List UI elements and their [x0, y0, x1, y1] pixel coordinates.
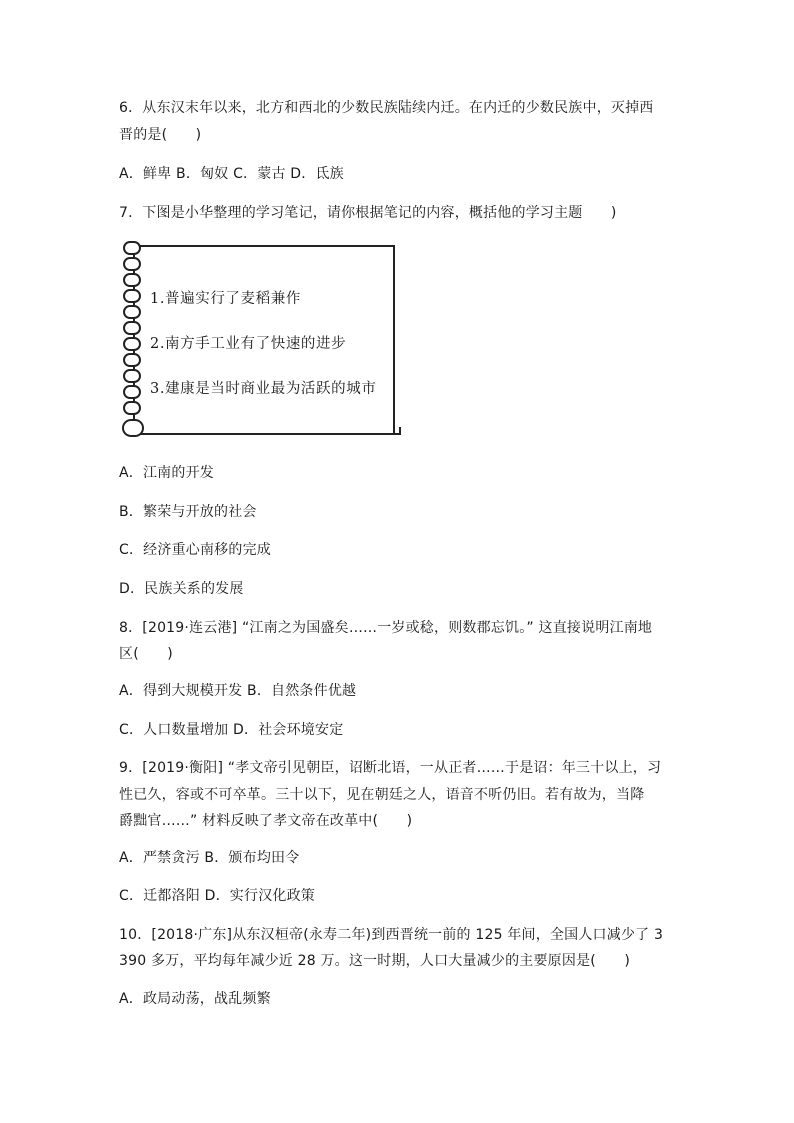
- q6-stem-line2: 晋的是( ): [119, 127, 202, 143]
- notebook-spiral-binding: [119, 237, 141, 439]
- q7-option-d: D．民族关系的发展: [119, 581, 244, 597]
- binding-ring-icon: [123, 337, 141, 351]
- q8-stem-line1: 8．[2019·连云港] “江南之为国盛矣……一岁或稔，则数郡忘饥。” 这直接说明江南地: [119, 620, 653, 636]
- binding-ring-icon: [123, 241, 141, 255]
- note-line-3: 3.建康是当时商业最为活跃的城市: [150, 381, 377, 397]
- q6-stem-line1: 6．从东汉末年以来，北方和西北的少数民族陆续内迁。在内迁的少数民族中，灭掉西: [119, 100, 654, 116]
- q8-stem-line2: 区( ): [119, 646, 173, 662]
- note-line-2: 2.南方手工业有了快速的进步: [150, 336, 347, 352]
- q6-options: A．鲜卑 B．匈奴 C．蒙古 D．氐族: [119, 166, 344, 182]
- q7-option-a: A．江南的开发: [119, 465, 214, 481]
- binding-ring-icon: [122, 419, 144, 437]
- binding-ring-icon: [123, 305, 141, 319]
- q10-option-a: A．政局动荡，战乱频繁: [119, 991, 271, 1007]
- q8-options-line1: A．得到大规模开发 B．自然条件优越: [119, 683, 357, 699]
- q7-option-c: C．经济重心南移的完成: [119, 542, 271, 558]
- binding-ring-icon: [123, 273, 141, 287]
- q9-stem-line2: 性已久，容或不可卒革。三十以下，见在朝廷之人，语音不听仍旧。若有故为，当降: [119, 787, 645, 803]
- note-line-1: 1.普遍实行了麦稻兼作: [150, 291, 301, 307]
- binding-ring-icon: [123, 321, 141, 335]
- binding-ring-icon: [123, 401, 141, 415]
- binding-ring-icon: [123, 353, 141, 367]
- binding-ring-icon: [123, 289, 141, 303]
- q9-stem-line3: 爵黜官……” 材料反映了孝文帝在改革中( ): [119, 813, 413, 829]
- q10-stem-line2: 390 多万，平均每年减少近 28 万。这一时期，人口大量减少的主要原因是( ): [119, 953, 631, 969]
- q9-options-line2: C．迁都洛阳 D．实行汉化政策: [119, 888, 316, 904]
- binding-ring-icon: [123, 385, 141, 399]
- q10-stem-line1: 10．[2018·广东]从东汉桓帝(永寿二年)到西晋统一前的 125 年间，全国人口减少了 3: [119, 927, 664, 943]
- q7-stem: 7．下图是小华整理的学习笔记，请你根据笔记的内容，概括他的学习主题 ): [119, 205, 617, 221]
- q9-options-line1: A．严禁贪污 B．颁布均田令: [119, 850, 300, 866]
- binding-ring-icon: [123, 257, 141, 271]
- study-notes-figure: [119, 237, 404, 442]
- q7-option-b: B．繁荣与开放的社会: [119, 504, 257, 520]
- q9-stem-line1: 9．[2019·衡阳] “孝文帝引见朝臣，诏断北语，一从正者……于是诏：年三十以上，习: [119, 760, 662, 776]
- binding-ring-icon: [123, 369, 141, 383]
- q8-options-line2: C．人口数量增加 D．社会环境安定: [119, 722, 344, 738]
